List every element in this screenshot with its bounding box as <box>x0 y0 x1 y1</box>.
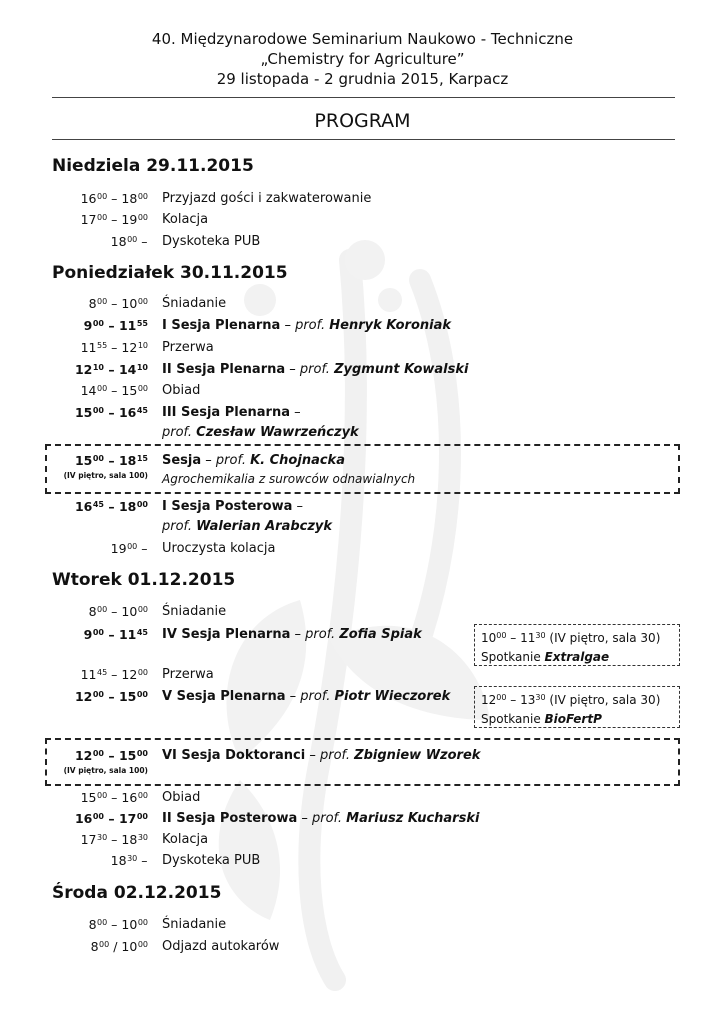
day-heading-tuesday: Wtorek 01.12.2015 <box>52 570 236 590</box>
time-range: $18^{30}$ – <box>110 853 148 868</box>
event-description: Śniadanie <box>162 604 227 619</box>
time-range: $17^{00} - 19^{00}$ <box>80 212 148 227</box>
seminar-dates: 29 listopada - 2 grudnia 2015, Karpacz <box>216 70 509 88</box>
time-range: $15^{00} - 16^{00}$ <box>80 790 148 805</box>
event-description: Przerwa <box>162 667 214 682</box>
day-heading-monday: Poniedziałek 30.11.2015 <box>52 263 288 283</box>
time-range: $14^{00} - 15^{00}$ <box>80 383 148 398</box>
seminar-subtitle: „Chemistry for Agriculture” <box>260 50 465 68</box>
location-note: (IV piętro, sala 100) <box>63 766 148 775</box>
time-range: $16^{00} - 18^{00}$ <box>80 191 148 206</box>
time-range: $16^{00} - 17^{00}$ <box>74 811 148 826</box>
special-session-box <box>45 444 680 494</box>
side-meeting-extralgae <box>474 624 680 666</box>
session-entry: III Sesja Plenarna – <box>162 405 301 420</box>
side-meeting-name: Spotkanie BioFertP <box>481 712 602 726</box>
event-description: Przyjazd gości i zakwaterowanie <box>162 191 372 206</box>
session-entry: VI Sesja Doktoranci – prof. Zbigniew Wzorek <box>162 748 481 763</box>
time-range: $8^{00} - 10^{00}$ <box>88 917 148 932</box>
time-range: $18^{00}$ – <box>110 234 148 249</box>
time-range: $12^{00} - 15^{00}$ <box>74 748 148 763</box>
side-meeting-time: $12^{00} - 13^{30}$ (IV piętro, sala 30) <box>481 693 661 707</box>
time-range: $9^{00} - 11^{45}$ <box>83 627 148 642</box>
header-divider-top <box>52 97 675 98</box>
session-entry: II Sesja Posterowa – prof. Mariusz Kucharski <box>162 811 480 826</box>
time-range: $16^{45} - 18^{00}$ <box>74 499 148 514</box>
time-range: $17^{30} - 18^{30}$ <box>80 832 148 847</box>
session-entry: V Sesja Plenarna – prof. Piotr Wieczorek <box>162 689 451 704</box>
time-range: $11^{55} - 12^{10}$ <box>80 340 148 355</box>
time-range: $8^{00} / 10^{00}$ <box>90 939 148 954</box>
time-range: $15^{00} - 16^{45}$ <box>74 405 148 420</box>
event-description: Dyskoteka PUB <box>162 853 261 868</box>
time-range: $15^{00} - 18^{15}$ <box>74 453 148 468</box>
time-range: $19^{00}$ – <box>110 541 148 556</box>
event-description: Kolacja <box>162 832 209 847</box>
event-description: Kolacja <box>162 212 209 227</box>
event-description: Przerwa <box>162 340 214 355</box>
session-entry: IV Sesja Plenarna – prof. Zofia Spiak <box>162 627 422 642</box>
side-meeting-biofertp <box>474 686 680 728</box>
time-range: $12^{10} - 14^{10}$ <box>74 362 148 377</box>
event-description: Śniadanie <box>162 296 227 311</box>
day-heading-sunday: Niedziela 29.11.2015 <box>52 156 254 176</box>
session-chair: prof. Czesław Wawrzeńczyk <box>162 425 359 440</box>
event-description: Uroczysta kolacja <box>162 541 276 556</box>
event-description: Odjazd autokarów <box>162 939 280 954</box>
program-title: PROGRAM <box>314 110 411 132</box>
session-entry: I Sesja Plenarna – prof. Henryk Koroniak <box>162 318 452 333</box>
time-range: $8^{00} - 10^{00}$ <box>88 604 148 619</box>
session-entry: I Sesja Posterowa – <box>162 499 304 514</box>
time-range: $8^{00} - 10^{00}$ <box>88 296 148 311</box>
time-range: $12^{00} - 15^{00}$ <box>74 689 148 704</box>
header-divider-bottom <box>52 139 675 140</box>
side-meeting-name: Spotkanie Extralgae <box>481 650 610 664</box>
session-chair: prof. Walerian Arabczyk <box>162 519 333 534</box>
event-description: Śniadanie <box>162 917 227 932</box>
session-entry: II Sesja Plenarna – prof. Zygmunt Kowalski <box>162 362 469 377</box>
seminar-name: 40. Międzynarodowe Seminarium Naukowo - Techniczne <box>151 30 574 48</box>
event-description: Obiad <box>162 383 201 398</box>
session-entry: Sesja – prof. K. Chojnacka <box>162 453 345 468</box>
time-range: $9^{00} - 11^{55}$ <box>83 318 148 333</box>
event-description: Obiad <box>162 790 201 805</box>
session-subtitle: Agrochemikalia z surowców odnawialnych <box>162 472 416 486</box>
time-range: $11^{45} - 12^{00}$ <box>80 667 148 682</box>
side-meeting-time: $10^{00} - 11^{30}$ (IV piętro, sala 30) <box>481 631 661 645</box>
day-heading-wednesday: Środa 02.12.2015 <box>52 883 222 903</box>
location-note: (IV piętro, sala 100) <box>63 471 148 480</box>
event-description: Dyskoteka PUB <box>162 234 261 249</box>
